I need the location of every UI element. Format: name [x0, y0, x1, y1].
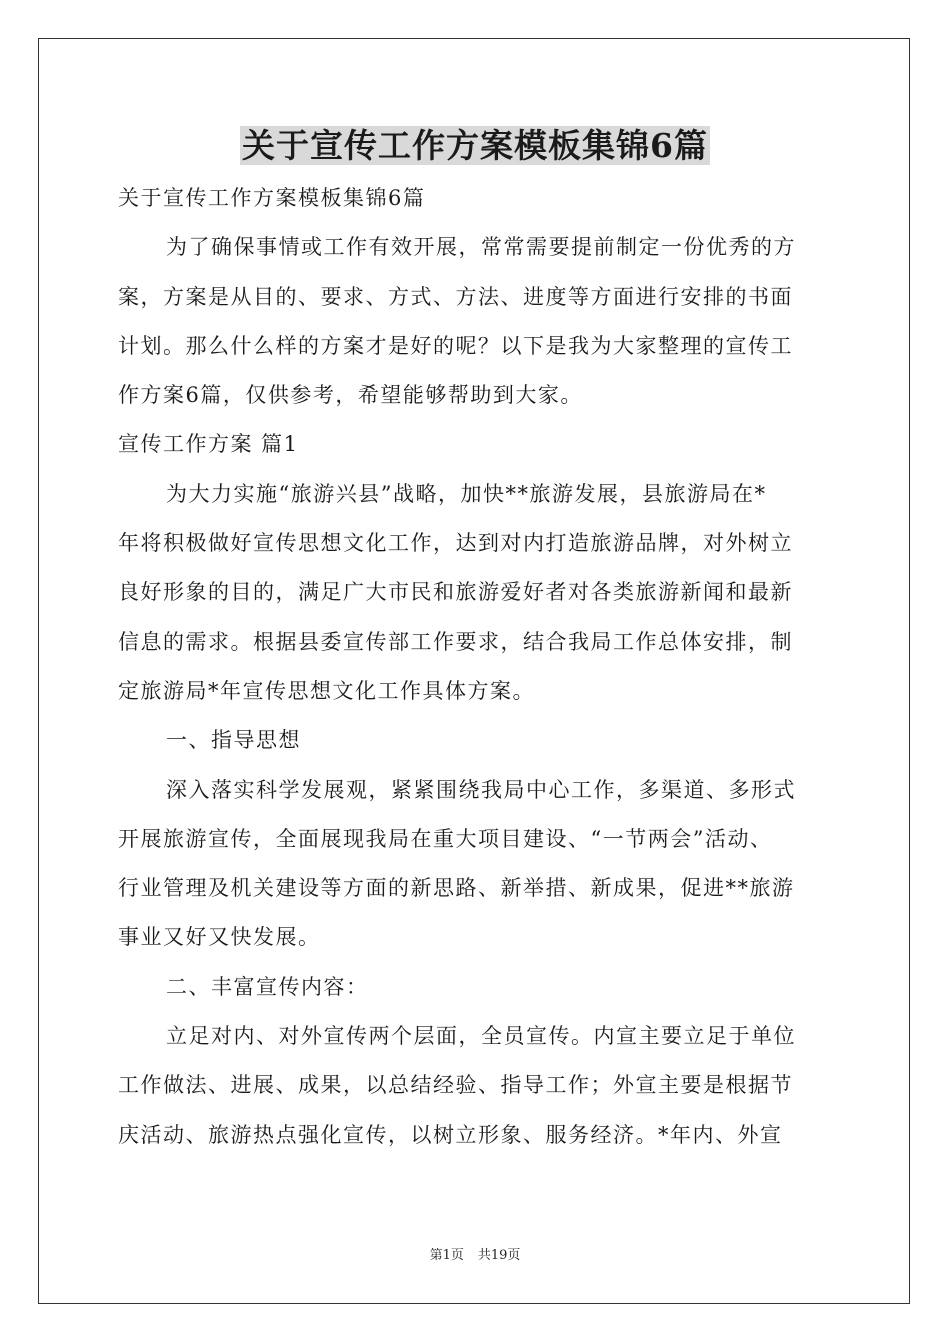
text-line: 为了确保事情或工作有效开展，常常需要提前制定一份优秀的方 [166, 235, 796, 260]
text-line: 年将积极做好宣传思想文化工作，达到对内打造旅游品牌，对外树立 [118, 531, 793, 556]
text-line: 定旅游局*年宣传思想文化工作具体方案。 [118, 678, 535, 703]
text-line: 庆活动、旅游热点强化宣传，以树立形象、服务经济。*年内、外宣 [118, 1122, 783, 1147]
text-line: 立足对内、对外宣传两个层面，全员宣传。内宣主要立足于单位 [166, 1024, 796, 1049]
text-line: 宣传工作方案 篇1 [118, 432, 299, 457]
text-line: 计划。那么什么样的方案才是好的呢？以下是我为大家整理的宣传工 [118, 333, 793, 358]
document-title [0, 122, 950, 170]
text-line: 案，方案是从目的、要求、方式、方法、进度等方面进行安排的书面 [118, 284, 793, 309]
text-line: 事业又好又快发展。 [118, 925, 321, 950]
text-line: 作方案6篇，仅供参考，希望能够帮助到大家。 [118, 383, 583, 408]
page-number: 第1页 [429, 1248, 464, 1263]
text-line: 为大力实施“旅游兴县”战略，加快**旅游发展，县旅游局在* [166, 481, 767, 506]
document-body [118, 174, 834, 1160]
text-line: 行业管理及机关建设等方面的新思路、新举措、新成果，促进**旅游 [118, 876, 795, 901]
text-line: 关于宣传工作方案模板集锦6篇 [118, 186, 426, 210]
text-line: 深入落实科学发展观，紧紧围绕我局中心工作，多渠道、多形式 [166, 777, 796, 802]
document-title-text: 关于宣传工作方案模板集锦6篇 [242, 126, 708, 165]
text-line: 二、丰富宣传内容： [166, 974, 369, 999]
page-total: 共19页 [477, 1248, 521, 1263]
page-footer [0, 1244, 950, 1263]
text-line: 良好形象的目的，满足广大市民和旅游爱好者对各类旅游新闻和最新 [118, 580, 793, 605]
text-line: 开展旅游宣传，全面展现我局在重大项目建设、“一节两会”活动、 [118, 826, 773, 851]
text-line: 信息的需求。根据县委宣传部工作要求，结合我局工作总体安排，制 [118, 629, 793, 654]
text-line: 一、指导思想 [166, 728, 301, 753]
text-line: 工作做法、进展、成果，以总结经验、指导工作；外宣主要是根据节 [118, 1073, 793, 1098]
